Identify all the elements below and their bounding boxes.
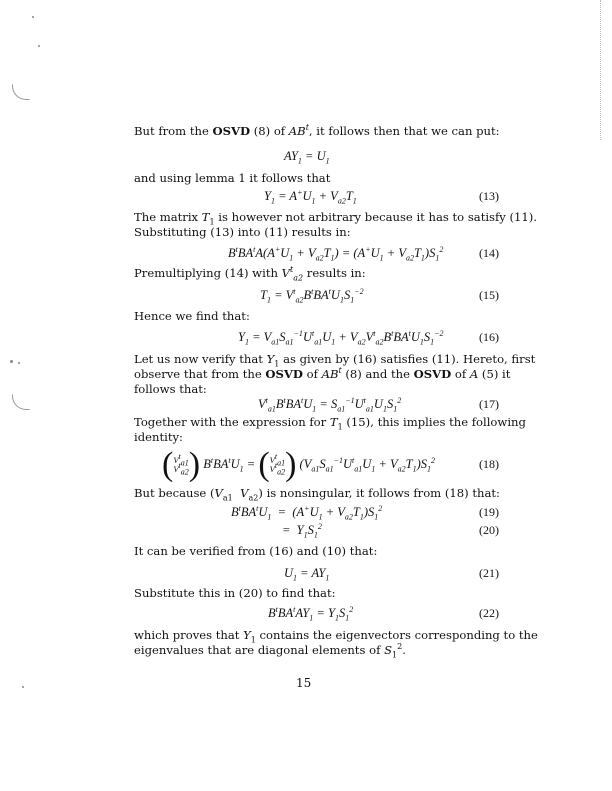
scan-speck bbox=[18, 362, 20, 364]
text-line: eigenvalues that are diagonal elements of $S_1^2$. bbox=[134, 642, 406, 660]
scan-speck bbox=[32, 16, 34, 18]
scan-edge-line bbox=[600, 0, 601, 140]
equation-number-20: (20) bbox=[479, 523, 499, 537]
scan-speck bbox=[22, 686, 24, 688]
page-number: 15 bbox=[296, 676, 312, 690]
equation-number-18: (18) bbox=[479, 457, 499, 471]
text-line: Let us now verify that $Y_1$ as given by (16) satisfies (11). Hereto, first bbox=[134, 352, 536, 369]
equation-ay1: $AY_1 = U_1$ bbox=[284, 149, 330, 166]
equation-17: $V^t_{a1}B^tBA^tU_1 = S_{a1}^{-1}U^t_{a1}U_1S_1^2$ bbox=[258, 395, 402, 414]
equation-20: = $Y_1S_1^2$ bbox=[282, 521, 322, 540]
text-line: which proves that $Y_1$ contains the eigenvectors corresponding to the bbox=[134, 628, 538, 645]
equation-21: $U_1 = AY_1$ bbox=[284, 566, 330, 583]
equation-22: $B^tBA^tAY_1 = Y_1S_1^2$ bbox=[268, 604, 354, 623]
equation-number-16: (16) bbox=[479, 330, 499, 344]
text-line: Together with the expression for $T_1$ (15), this implies the following bbox=[134, 415, 526, 432]
osvd-term: OSVD bbox=[212, 124, 251, 138]
text-line: But because ($V_{a1}$ $V_{a2}$) is nonsingular, it follows from (18) that: bbox=[134, 486, 500, 503]
paragraph-lemma: and using lemma 1 it follows that bbox=[134, 171, 331, 185]
text-line: identity: bbox=[134, 430, 183, 444]
equation-15: $T_1 = V^t_{a2}B^tBA^tU_1S_1^{-2}$ bbox=[260, 286, 364, 305]
equation-13: $Y_1 = A^+U_1 + V_{a2}T_1$ bbox=[264, 187, 357, 206]
equation-number-19: (19) bbox=[479, 505, 499, 519]
equation-18: ( $V^t_{a1}$ $V^t_{a2}$ ) $B^tBA^tU_1$ = ( $V^t_{a1}$ $V^t_{a2}$ ) $(V_{a1}S_{a1}^{-1}U^t_{a1}U_1 + V_{a2}T_1)S_1^2$ bbox=[162, 446, 436, 484]
text-line: Premultiplying (14) with $V^t_{a2}$ results in: bbox=[134, 265, 366, 283]
equation-19: $B^tBA^tU_1 = (A^+U_1 + V_{a2}T_1)S_1^2$ bbox=[231, 503, 383, 522]
equation-number-13: (13) bbox=[479, 189, 499, 203]
text-line: Substituting (13) into (11) results in: bbox=[134, 225, 351, 239]
text-line: follows that: bbox=[134, 382, 207, 396]
equation-16: $Y_1 = V_{a1}S_{a1}^{-1}U^t_{a1}U_1 + V_{a2}V^t_{a2}B^tBA^tU_1S_1^{-2}$ bbox=[238, 328, 444, 347]
equation-number-15: (15) bbox=[479, 288, 499, 302]
scan-hole-mark bbox=[12, 394, 30, 410]
paragraph-verified: It can be verified from (16) and (10) that: bbox=[134, 544, 378, 558]
text-line: But from the OSVD (8) of $AB^t$, it follows then that we can put: bbox=[134, 123, 500, 138]
scan-speck bbox=[38, 45, 40, 47]
text-line: The matrix $T_1$ is however not arbitrary because it has to satisfy (11). bbox=[134, 210, 538, 227]
equation-number-14: (14) bbox=[479, 246, 499, 260]
equation-14: $B^tBA^tA(A^+U_1 + V_{a2}T_1) = (A^+U_1 + V_{a2}T_1)S_1^2$ bbox=[228, 244, 444, 263]
text-line: observe that from the OSVD of $AB^t$ (8) and the OSVD of A (5) it bbox=[134, 366, 511, 381]
equation-number-22: (22) bbox=[479, 606, 499, 620]
paragraph-substitute: Substitute this in (20) to find that: bbox=[134, 586, 336, 600]
equation-number-21: (21) bbox=[479, 566, 499, 580]
paragraph-hence: Hence we find that: bbox=[134, 309, 250, 323]
scan-speck bbox=[10, 360, 13, 363]
equation-number-17: (17) bbox=[479, 397, 499, 411]
scan-hole-mark bbox=[12, 84, 30, 100]
